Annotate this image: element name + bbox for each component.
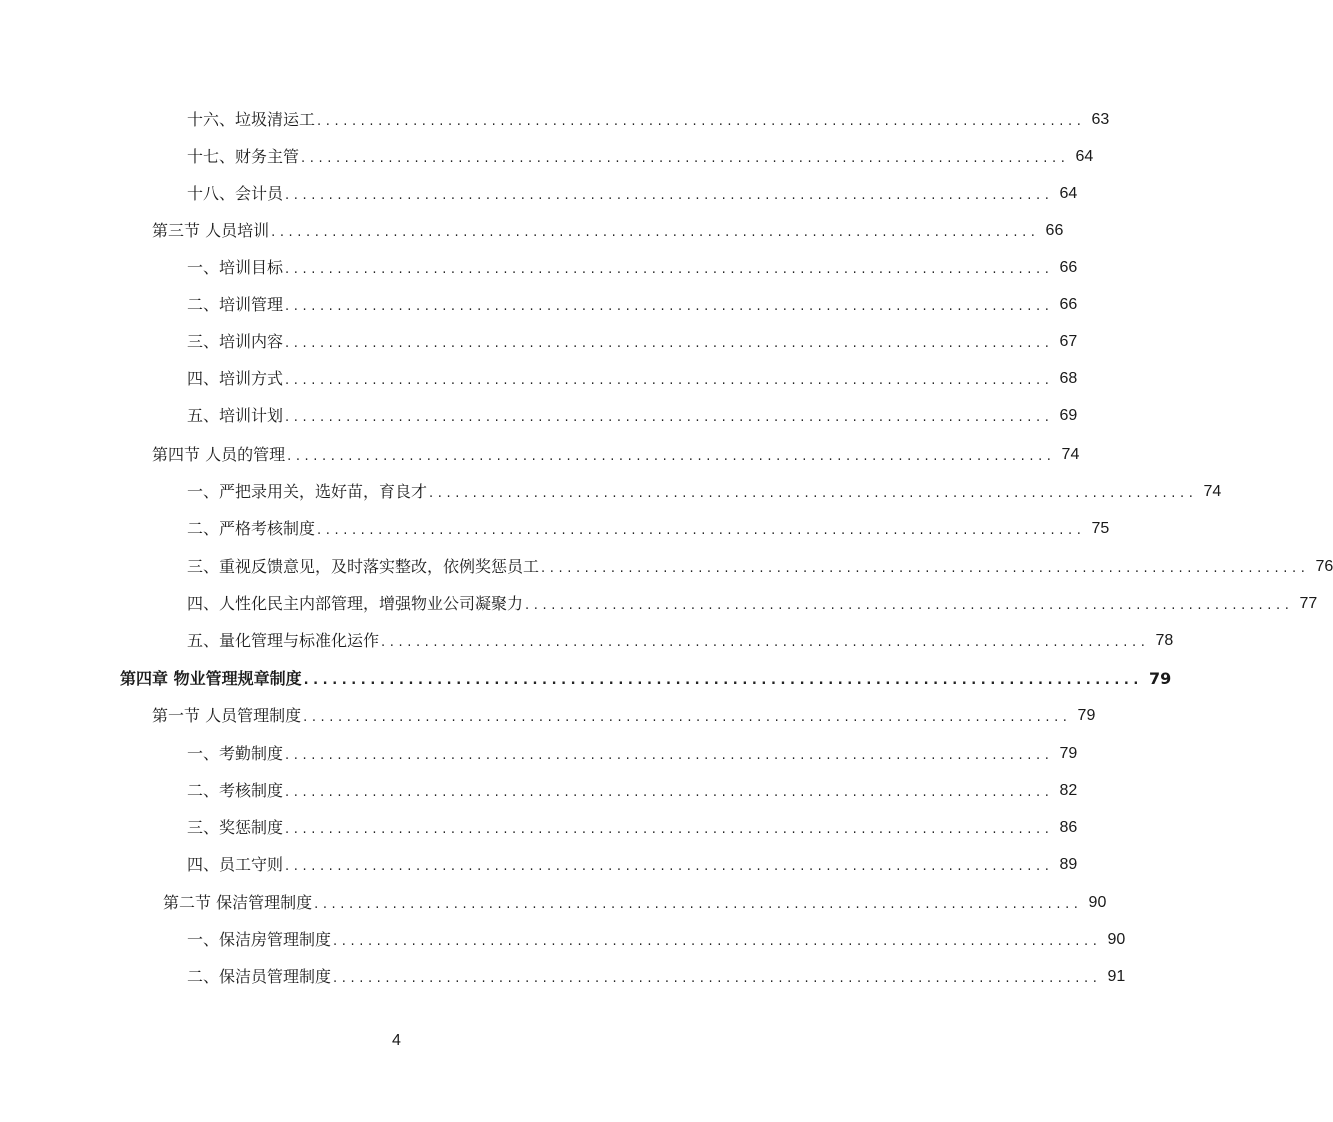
toc-entry[interactable] [187,138,1094,175]
toc-entry-page: 64 [1059,185,1078,202]
toc-entry-page: 67 [1059,333,1078,350]
dot-leader: ........................................................................................ [285,262,1054,277]
toc-entry[interactable] [187,323,1078,360]
toc-entry-page: 86 [1059,819,1078,836]
dot-leader: ........................................................................................ [285,299,1054,314]
toc-entry-title: 第一节 人员管理制度 [152,706,302,725]
toc-entry-page: 79 [1059,745,1078,762]
toc-entry[interactable] [187,548,1333,585]
toc-entry-page: 74 [1203,483,1222,500]
toc-entry-title: 五、培训计划 [187,406,284,425]
toc-entry-title: 十七、财务主管 [187,147,300,166]
dot-leader: ........................................................................................ [303,710,1072,725]
toc-entry[interactable] [187,249,1078,286]
dot-leader: ........................................................................................ [285,188,1054,203]
toc-entry-title: 四、培训方式 [187,369,284,388]
toc-entry-title: 第四节 人员的管理 [152,445,286,464]
toc-entry-page: 75 [1091,520,1110,537]
toc-entry-page: 77 [1299,595,1318,612]
toc-entry-title: 第三节 人员培训 [152,221,270,240]
dot-leader: ........................................................................................ [301,151,1070,166]
toc-entry-title: 一、考勤制度 [187,744,284,763]
toc-entry-section[interactable] [152,212,1064,249]
toc-entry[interactable] [187,101,1110,138]
toc-entry[interactable] [187,585,1318,622]
toc-entry-page: 63 [1091,111,1110,128]
toc-entry[interactable] [187,772,1078,809]
toc-entry-page: 82 [1059,782,1078,799]
dot-leader: ........................................................................................ [285,373,1054,388]
toc-entry[interactable] [187,175,1078,212]
toc-entry[interactable] [187,958,1126,995]
toc-entry-title: 二、保洁员管理制度 [187,967,332,986]
toc-entry-title: 三、培训内容 [187,332,284,351]
dot-leader: ........................................................................................ [303,673,1143,688]
toc-entry[interactable] [187,921,1126,958]
dot-leader: ........................................................................................ [541,561,1310,576]
toc-entry-title: 二、培训管理 [187,295,284,314]
page-number: 4 [392,1032,401,1049]
toc-entry-title: 一、保洁房管理制度 [187,930,332,949]
toc-entry-page: 74 [1061,446,1080,463]
dot-leader: ........................................................................................ [314,897,1083,912]
toc-entry[interactable] [187,846,1078,883]
toc-entry-title: 二、考核制度 [187,781,284,800]
dot-leader: ........................................................................................ [525,598,1294,613]
dot-leader: ........................................................................................ [285,748,1054,763]
toc-entry-title: 十八、会计员 [187,184,284,203]
dot-leader: ........................................................................................ [381,635,1150,650]
toc-entry-section[interactable] [152,697,1096,734]
dot-leader: ........................................................................................ [285,785,1054,800]
toc-entry[interactable] [187,473,1222,510]
dot-leader: ........................................................................................ [333,971,1102,986]
toc-entry-section[interactable] [163,884,1107,921]
dot-leader: ........................................................................................ [285,410,1054,425]
dot-leader: ........................................................................................ [285,336,1054,351]
toc-entry-page: 68 [1059,370,1078,387]
dot-leader: ........................................................................................ [285,859,1054,874]
dot-leader: ........................................................................................ [317,114,1086,129]
toc-entry[interactable] [187,286,1078,323]
toc-entry[interactable] [187,360,1078,397]
toc-entry-page: 76 [1315,558,1333,575]
toc-entry-title: 三、重视反馈意见，及时落实整改，依例奖惩员工 [187,557,540,576]
dot-leader: ........................................................................................ [285,822,1054,837]
toc-entry-section[interactable] [152,436,1080,473]
toc-entry[interactable] [187,809,1078,846]
toc-entry-page: 79 [1148,669,1172,688]
toc-entry-title: 十六、垃圾清运工 [187,110,316,129]
toc-entry-page: 64 [1075,148,1094,165]
dot-leader: ........................................................................................ [287,449,1056,464]
dot-leader: ........................................................................................ [271,225,1040,240]
toc-entry[interactable] [187,622,1174,659]
toc-entry-page: 66 [1059,296,1078,313]
toc-entry-title: 四、员工守则 [187,855,284,874]
toc-entry-title: 一、培训目标 [187,258,284,277]
toc-entry-page: 89 [1059,856,1078,873]
toc-entry[interactable] [187,510,1110,547]
toc-entry[interactable] [187,397,1078,434]
toc-entry-page: 66 [1059,259,1078,276]
toc-entry-title: 一、严把录用关，选好苗，育良才 [187,482,428,501]
toc-entry-title: 三、奖惩制度 [187,818,284,837]
toc-entry-title: 第四章 物业管理规章制度 [120,669,302,688]
toc-entry-title: 五、量化管理与标准化运作 [187,631,380,650]
toc-entry-chapter[interactable] [120,660,1172,697]
toc-entry-title: 四、人性化民主内部管理，增强物业公司凝聚力 [187,594,524,613]
dot-leader: ........................................................................................ [429,486,1198,501]
toc-entry-title: 第二节 保洁管理制度 [163,893,313,912]
toc-entry-page: 69 [1059,407,1078,424]
toc-entry-page: 78 [1155,632,1174,649]
toc-entry[interactable] [187,735,1078,772]
toc-entry-page: 90 [1088,894,1107,911]
dot-leader: ........................................................................................ [317,523,1086,538]
toc-entry-page: 90 [1107,931,1126,948]
toc-entry-page: 91 [1107,968,1126,985]
toc-entry-page: 79 [1077,707,1096,724]
toc-entry-title: 二、严格考核制度 [187,519,316,538]
toc-entry-page: 66 [1045,222,1064,239]
dot-leader: ........................................................................................ [333,934,1102,949]
